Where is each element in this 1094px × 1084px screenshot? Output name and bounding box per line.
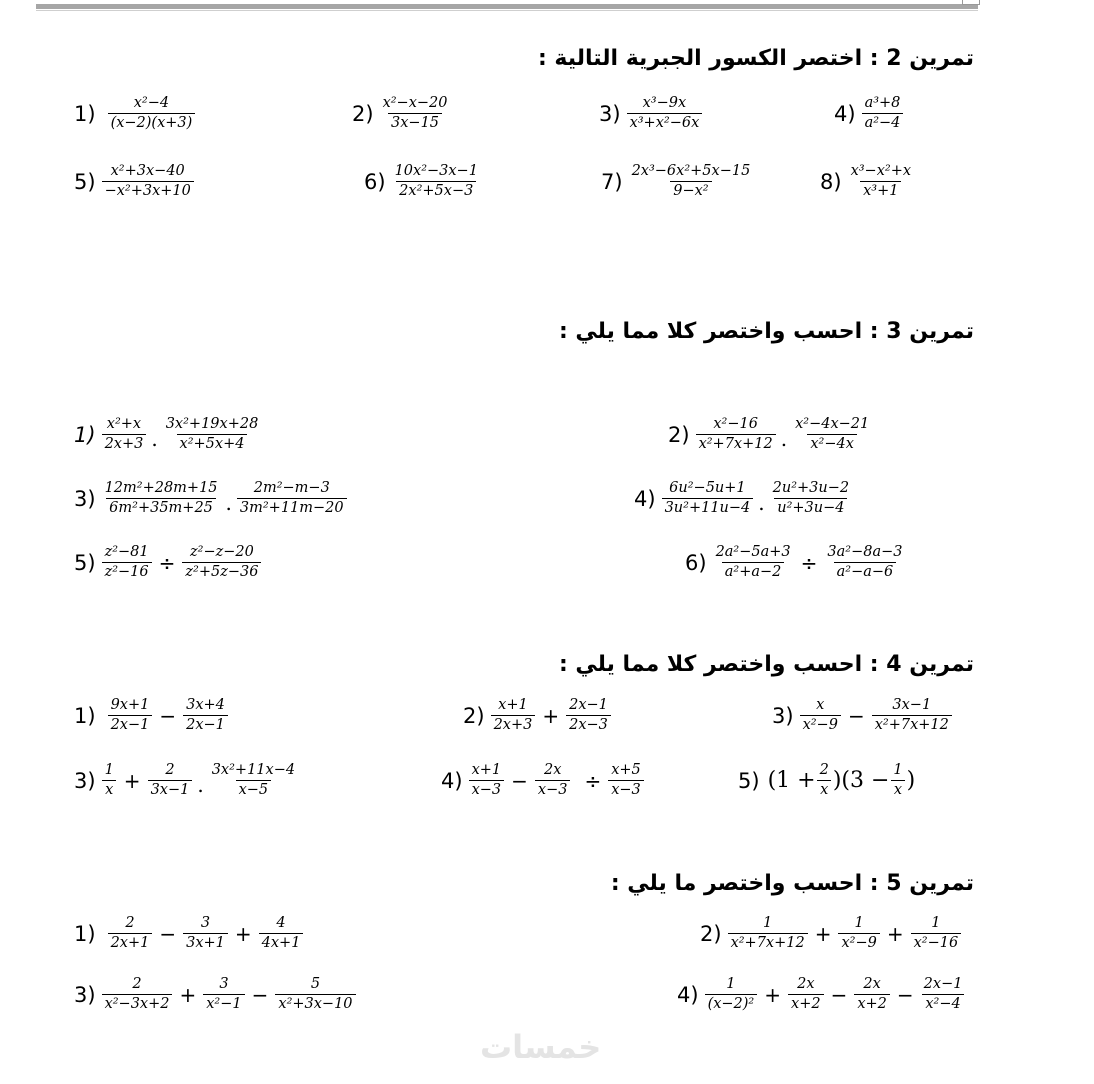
fraction: $\frac{2}{\text{x²−3x+2}}$ xyxy=(102,977,173,1012)
operator: . xyxy=(758,490,765,515)
operator: . xyxy=(225,490,232,515)
ex4-item-3 xyxy=(772,698,956,733)
ex5-item-2 xyxy=(700,916,965,951)
ex3-item-3 xyxy=(74,481,351,516)
ex4-item-5 xyxy=(441,763,648,798)
ex2-item-8 xyxy=(820,164,918,199)
fraction: $\frac{3x-1}{\text{x²+7x+12}}$ xyxy=(872,698,952,733)
ex2-item-2 xyxy=(352,96,454,131)
fraction: $\frac{3}{\text{x²−1}}$ xyxy=(203,977,244,1012)
operator: + xyxy=(814,921,832,946)
ex5-item-4 xyxy=(677,977,969,1012)
item-number: 3) xyxy=(74,486,96,511)
operator: . xyxy=(151,426,158,451)
fraction: $\frac{\text{z²−81}}{\text{z²−16}}$ xyxy=(102,545,152,580)
operator: − xyxy=(847,703,865,728)
fraction: $\frac{\text{x²+x}}{2x+3}$ xyxy=(102,417,147,452)
fraction: $\frac{\text{a³+8}}{\text{a²−4}}$ xyxy=(862,96,904,131)
fraction: $\frac{\text{6u²−5u+1}}{\text{3u²+11u−4}}$ xyxy=(662,481,754,516)
item-number: 3) xyxy=(599,101,621,126)
exercise-4-title: تمرين 4 : احسب واختصر كلا مما يلي : xyxy=(558,652,974,677)
item-number: 5) xyxy=(74,169,96,194)
page-top-border xyxy=(36,4,978,9)
fraction: $\frac{3}{3x+1}$ xyxy=(183,916,228,951)
fraction: $\frac{2}{3x-1}$ xyxy=(148,763,193,798)
fraction: $\frac{\text{2a²−5a+3}}{\text{a²+a−2}}$ xyxy=(715,544,791,580)
fraction: $\frac{4}{4x+1}$ xyxy=(259,916,304,951)
fraction: $\frac{\text{2x³−6x²+5x−15}}{\text{9−x²}}$ xyxy=(631,163,751,199)
item-number: 4) xyxy=(441,768,463,793)
ex2-item-1 xyxy=(74,96,199,131)
item-number: 1) xyxy=(74,101,96,126)
operator: . xyxy=(780,426,788,451)
expression-part: (1 + xyxy=(767,768,816,793)
item-number: 3) xyxy=(74,768,96,793)
ex2-item-7 xyxy=(601,164,757,199)
ex4-item-6 xyxy=(738,763,915,798)
fraction: $\frac{2x-1}{2x-3}$ xyxy=(566,698,611,733)
fraction: $\frac{\text{3a²−8a−3}}{\text{a²−a−6}}$ xyxy=(827,544,903,580)
fraction: $\frac{1}{\text{x²+7x+12}}$ xyxy=(728,916,808,951)
fraction: $\frac{\text{x³−x²+x}}{\text{x³+1}}$ xyxy=(850,163,912,199)
operator: + xyxy=(542,703,560,728)
fraction: $\frac{2}{x}$ xyxy=(817,763,832,798)
exercise-3-title: تمرين 3 : احسب واختصر كلا مما يلي : xyxy=(558,319,974,344)
ex3-item-1 xyxy=(74,417,265,452)
operator: − xyxy=(159,703,177,728)
operator: − xyxy=(511,768,528,793)
item-number: 1) xyxy=(74,921,96,946)
ex3-item-5 xyxy=(74,545,265,580)
ex3-item-2 xyxy=(668,417,876,452)
item-number: 4) xyxy=(677,982,699,1007)
ex5-item-3 xyxy=(74,977,360,1012)
fraction: $\frac{1}{x}$ xyxy=(102,763,117,798)
item-number: 2) xyxy=(700,921,722,946)
fraction: $\frac{1}{\text{x²−9}}$ xyxy=(838,916,879,951)
item-number: 8) xyxy=(820,169,842,194)
fraction: $\frac{2x}{x+2}$ xyxy=(788,977,824,1012)
fraction: $\frac{9x+1}{2x-1}$ xyxy=(108,698,153,733)
ex2-item-3 xyxy=(599,96,706,131)
fraction: $\frac{x+5}{x-3}$ xyxy=(608,763,644,798)
operator: − xyxy=(251,982,269,1007)
item-number: 2) xyxy=(668,422,690,447)
fraction: $\frac{x+1}{2x+3}$ xyxy=(491,698,536,733)
fraction: $\frac{\text{x²−16}}{\text{x²+7x+12}}$ xyxy=(696,417,776,452)
ex2-item-6 xyxy=(364,164,485,199)
operator: + xyxy=(886,921,904,946)
item-number: 6) xyxy=(364,169,386,194)
ex3-item-6 xyxy=(685,545,909,580)
item-number: 3) xyxy=(74,982,96,1007)
ex5-item-1 xyxy=(74,916,307,951)
item-number: 4) xyxy=(634,486,656,511)
item-number: 2) xyxy=(463,703,485,728)
operator: + xyxy=(123,768,141,793)
operator: + xyxy=(764,982,782,1007)
fraction: $\frac{\text{x²−4x−21}}{\text{x²−4x}}$ xyxy=(795,416,870,452)
operator: ÷ xyxy=(800,550,818,575)
item-number: 1) xyxy=(74,422,96,447)
item-number: 3) xyxy=(772,703,794,728)
fraction: $\frac{x+1}{x-3}$ xyxy=(469,763,505,798)
item-number: 6) xyxy=(685,550,707,575)
operator: − xyxy=(896,982,914,1007)
page-corner-mark xyxy=(962,0,980,5)
fraction: $\frac{x}{\text{x²−9}}$ xyxy=(800,698,841,733)
fraction: $\frac{\text{2u²+3u−2}}{\text{u²+3u−4}}$ xyxy=(772,480,850,516)
item-number: 7) xyxy=(601,169,623,194)
fraction: $\frac{\text{3x²+19x+28}}{\text{x²+5x+4}}$ xyxy=(165,416,259,452)
fraction: $\frac{2x}{x-3}$ xyxy=(535,763,571,798)
operator: ÷ xyxy=(584,768,602,793)
ex4-item-2 xyxy=(463,698,615,733)
ex2-item-5 xyxy=(74,164,198,199)
expression-part: ) xyxy=(906,768,916,793)
fraction: $\frac{5}{\text{x²+3x−10}}$ xyxy=(275,977,355,1012)
item-number: 4) xyxy=(834,101,856,126)
fraction: $\frac{\text{2m²−m−3}}{\text{3m²+11m−20}}$ xyxy=(237,481,347,516)
fraction: $\frac{\text{x²−4}}{(x-2)(x+3)}$ xyxy=(108,96,196,131)
fraction: $\frac{\text{10x²−3x−1}}{\text{2x²+5x−3}}$ xyxy=(394,163,478,199)
page-top-border-line xyxy=(36,10,978,11)
operator: − xyxy=(830,982,848,1007)
operator: + xyxy=(234,921,252,946)
fraction: $\frac{1}{x}$ xyxy=(890,763,905,798)
exercise-2-title: تمرين 2 : اختصر الكسور الجبرية التالية : xyxy=(537,46,974,71)
fraction: $\frac{2x}{x+2}$ xyxy=(854,977,890,1012)
fraction: $\frac{2}{2x+1}$ xyxy=(108,916,153,951)
item-number: 2) xyxy=(352,101,374,126)
operator: . xyxy=(197,772,204,797)
item-number: 1) xyxy=(74,703,96,728)
ex3-item-4 xyxy=(634,481,856,516)
ex4-item-4 xyxy=(74,763,302,798)
ex2-item-4 xyxy=(834,96,907,131)
operator: − xyxy=(159,921,177,946)
ex4-item-1 xyxy=(74,698,232,733)
fraction: $\frac{1}{\text{(x−2)²}}$ xyxy=(705,977,758,1012)
exercise-5-title: تمرين 5 : احسب واختصر ما يلي : xyxy=(610,871,974,896)
item-number: 5) xyxy=(74,550,96,575)
fraction: $\frac{2x-1}{\text{x²−4}}$ xyxy=(923,976,963,1012)
operator: + xyxy=(179,982,197,1007)
fraction: $\frac{\text{x²−x−20}}{3x-15}$ xyxy=(382,95,448,131)
fraction: $\frac{\text{12m²+28m+15}}{\text{6m²+35m+25}}$ xyxy=(104,480,218,516)
fraction: $\frac{\text{z²−z−20}}{\text{z²+5z−36}}$ xyxy=(182,545,261,580)
operator: ÷ xyxy=(158,550,176,575)
expression-part: )(3 − xyxy=(832,768,890,793)
fraction: $\frac{3x+4}{2x-1}$ xyxy=(183,698,228,733)
fraction: $\frac{\text{x³−9x}}{\text{x³+x²−6x}}$ xyxy=(627,96,703,131)
fraction: $\frac{\text{x²+3x−40}}{\text{−x²+3x+10}}$ xyxy=(102,164,194,199)
watermark-logo: خمسات xyxy=(480,1028,602,1066)
fraction: $\frac{\text{3x²+11x−4}}{x-5}$ xyxy=(211,762,296,798)
item-number: 5) xyxy=(738,768,760,793)
fraction: $\frac{1}{\text{x²−16}}$ xyxy=(911,916,962,951)
